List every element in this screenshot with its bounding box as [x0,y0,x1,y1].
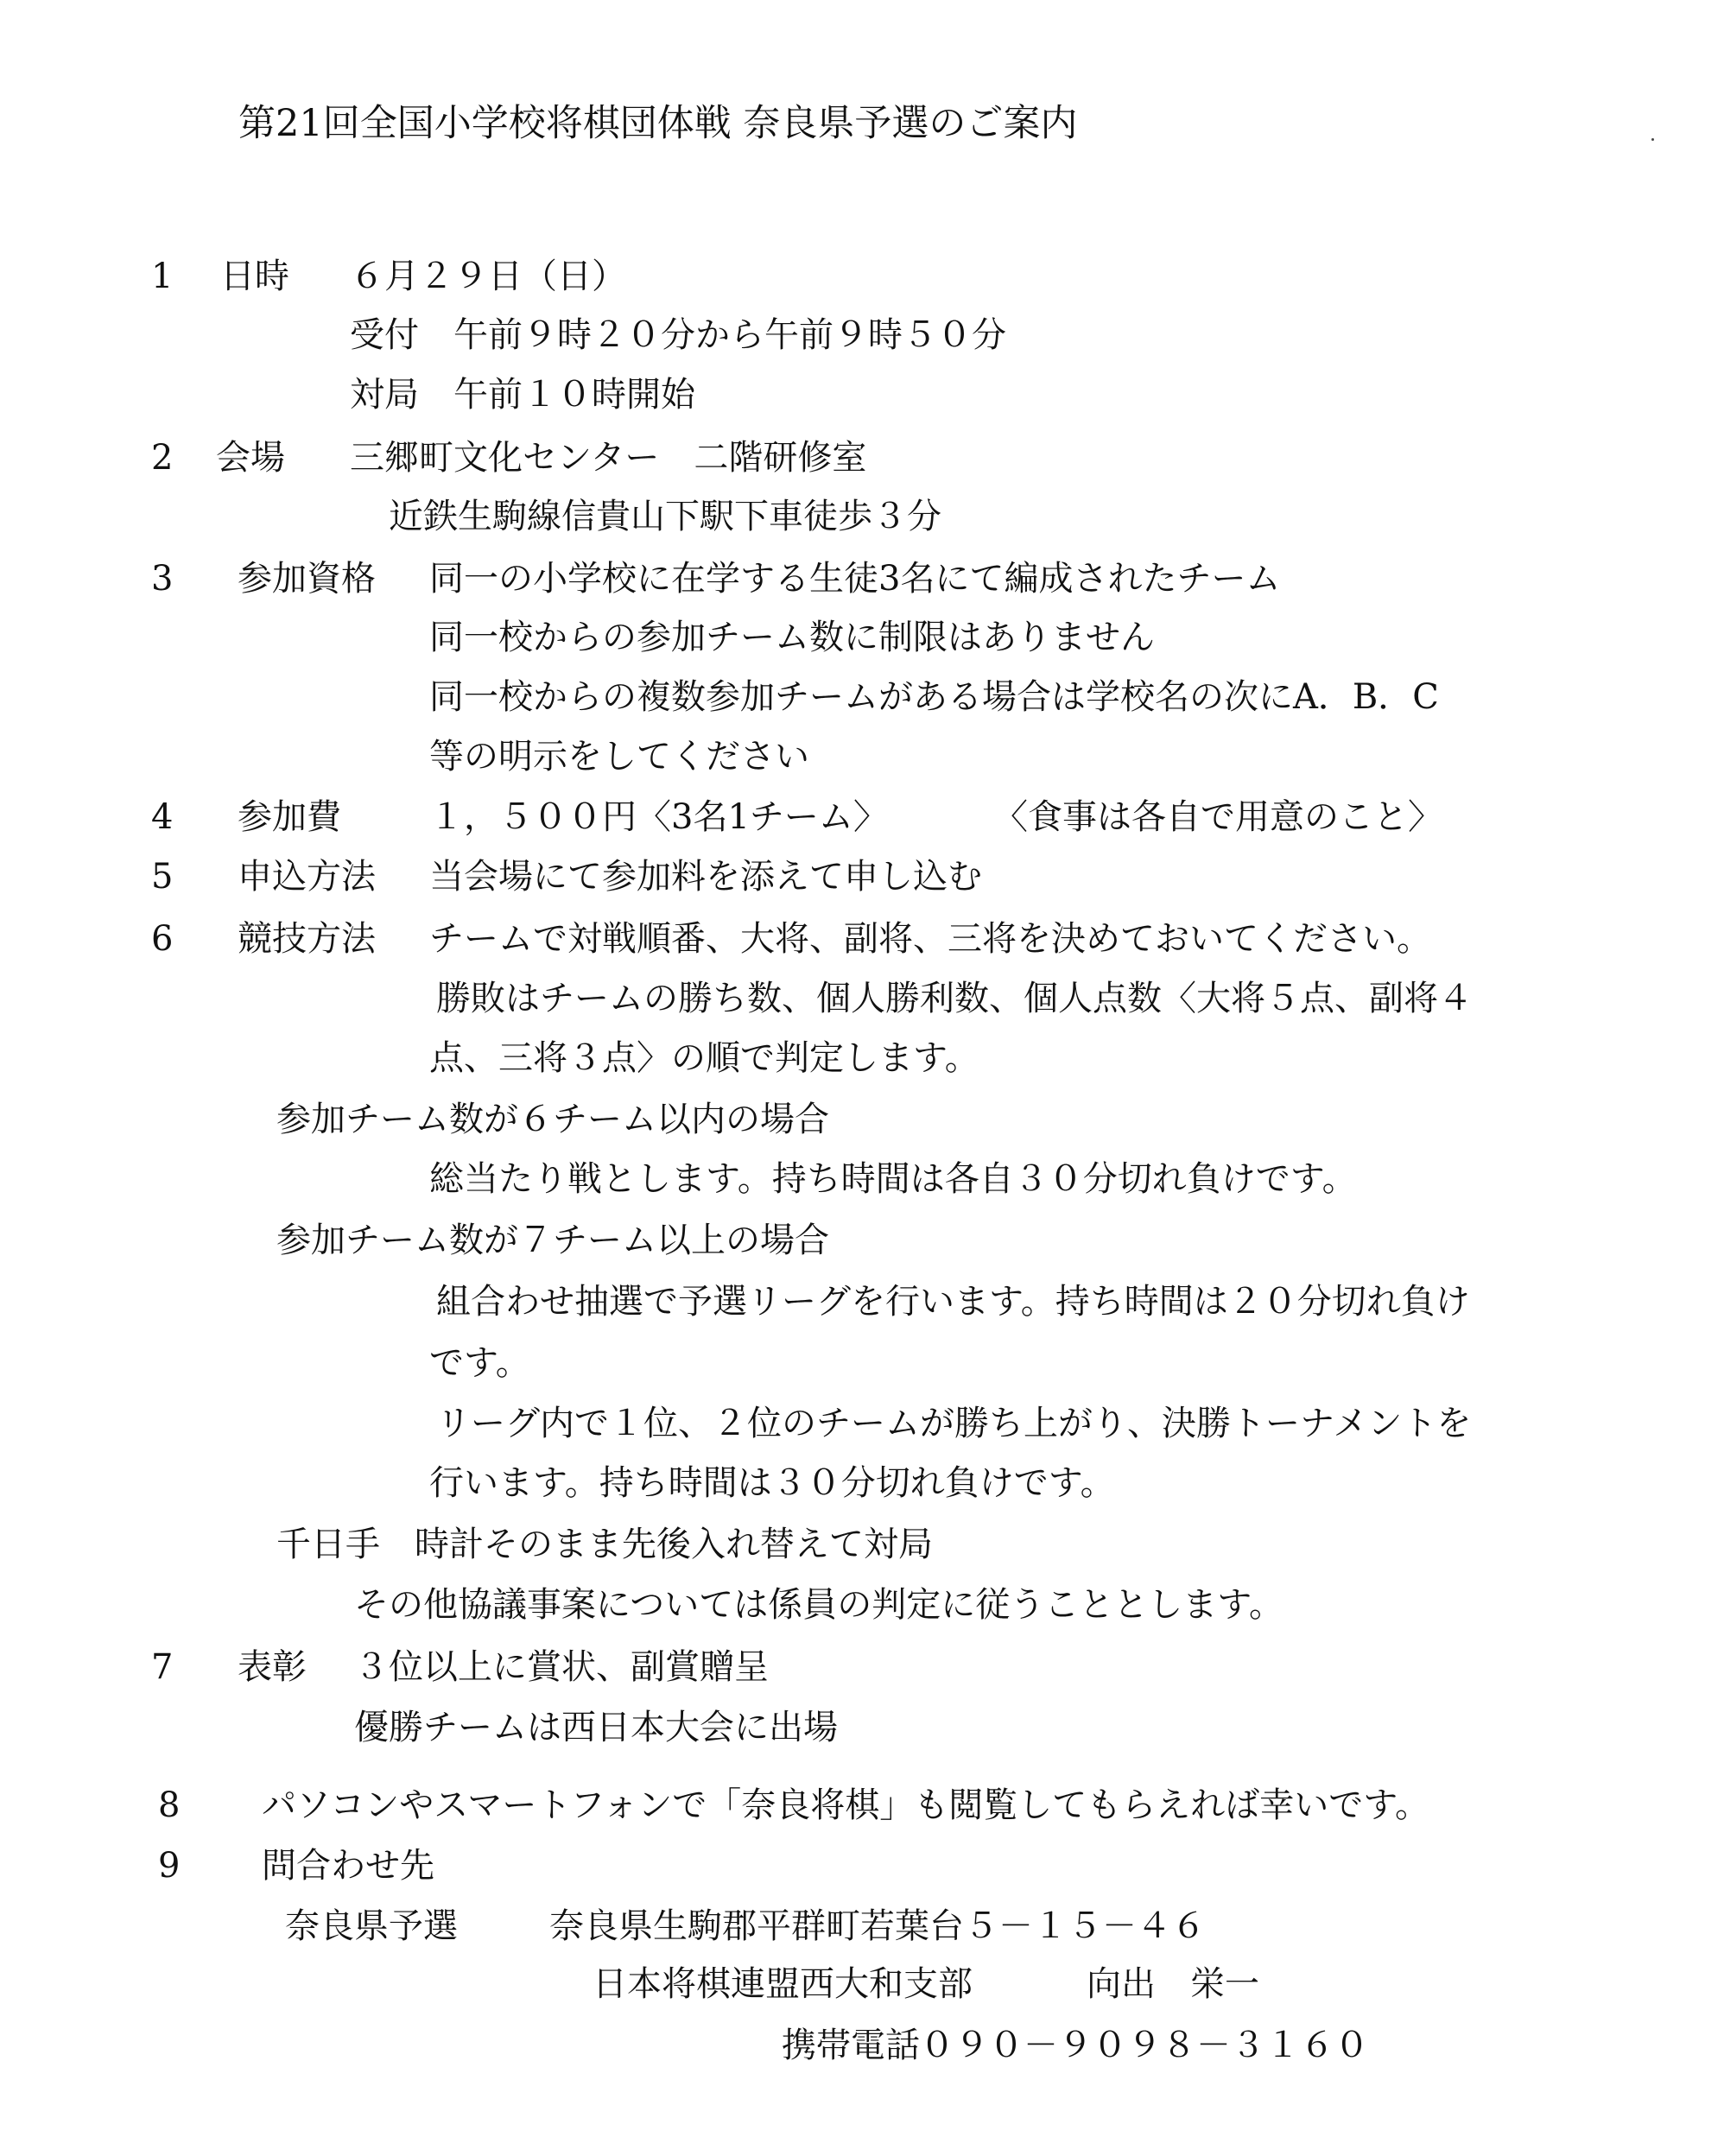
section-4-label: 参加費 [238,797,341,837]
section-5-label: 申込方法 [238,857,376,897]
website-note: パソコンやスマートフォンで「奈良将棋」も閲覧してもらえれば幸いです。 [262,1785,1429,1825]
section-2-number: 2 [151,438,174,478]
sennichite-rule: 千日手 時計そのまま先後入れ替えて対局 [276,1525,933,1564]
section-1-number: 1 [151,257,174,296]
awards-line-1: ３位以上に賞状、副賞贈呈 [354,1647,769,1687]
application-method: 当会場にて参加料を添えて申し込む [429,857,982,897]
case-over-7-line-1: 組合わせ抽選で予選リーグを行います。持ち時間は２０分切れ負け [436,1282,1470,1322]
section-5-number: 5 [151,857,174,897]
reception-time: 受付 午前９時２０分から午前９時５０分 [350,315,1006,355]
eligibility-line-1: 同一の小学校に在学する生徒3名にて編成されたチーム [429,559,1281,599]
contact-organization: 奈良県予選 [285,1906,458,1946]
section-1-label: 日時 [220,257,289,296]
section-2-label: 会場 [216,438,285,478]
section-8-number: 8 [158,1785,181,1825]
section-3-label: 参加資格 [238,559,376,599]
contact-branch: 日本将棋連盟西大和支部 [593,1964,973,2004]
section-7-number: 7 [151,1647,174,1687]
case-over-7-line-3: リーグ内で１位、２位のチームが勝ち上がり、決勝トーナメントを [436,1404,1472,1443]
section-7-label: 表彰 [238,1647,307,1687]
case-over-7-line-4: 行います。持ち時間は３０分切れ負けです。 [429,1463,1115,1503]
competition-rule-3: 点、三将３点〉の順で判定します。 [429,1038,979,1078]
event-date: ６月２９日（日） [350,257,626,296]
eligibility-line-4: 等の明示をしてください [429,737,809,777]
case-under-6-text: 総当たり戦とします。持ち時間は各自３０分切れ負けです。 [429,1159,1357,1199]
section-6-number: 6 [151,919,174,959]
case-over-7-line-2: です。 [429,1343,530,1383]
other-disputes-rule: その他協議事案については係員の判定に従うこととします。 [354,1585,1283,1625]
section-6-label: 競技方法 [238,919,376,959]
competition-rule-1: チームで対戦順番、大将、副将、三将を決めておいてください。 [429,919,1431,959]
section-9-label: 問合わせ先 [262,1846,434,1886]
contact-phone: 携帯電話０９０－９０９８－３１６０ [782,2026,1369,2065]
case-over-7-heading: 参加チーム数が７チーム以上の場合 [276,1221,829,1260]
participation-fee: １，５００円〈3名1チーム〉 [429,797,888,837]
contact-address: 奈良県生駒郡平群町若葉台５－１５－４６ [549,1906,1206,1946]
venue-name: 三郷町文化センター 二階研修室 [350,438,867,478]
contact-person: 向出 栄一 [1087,1964,1259,2004]
section-4-number: 4 [151,797,174,837]
section-3-number: 3 [151,559,174,599]
case-under-6-heading: 参加チーム数が６チーム以内の場合 [276,1100,829,1139]
competition-rule-2: 勝敗はチームの勝ち数、個人勝利数、個人点数〈大将５点、副将４ [436,979,1473,1018]
eligibility-line-2: 同一校からの参加チーム数に制限はありません [429,618,1155,657]
meal-note: 〈食事は各自で用意のこと〉 [993,797,1442,837]
venue-access: 近鉄生駒線信貴山下駅下車徒歩３分 [389,497,941,536]
eligibility-line-3: 同一校からの複数参加チームがある場合は学校名の次にA．B．C [429,677,1439,717]
section-9-number: 9 [158,1846,181,1886]
start-time: 対局 午前１０時開始 [350,375,695,415]
awards-line-2: 優勝チームは西日本大会に出場 [354,1708,838,1747]
scan-speck [1651,138,1654,141]
document-title: 第21回全国小学校将棋団体戦 奈良県予選のご案内 [238,102,1078,145]
